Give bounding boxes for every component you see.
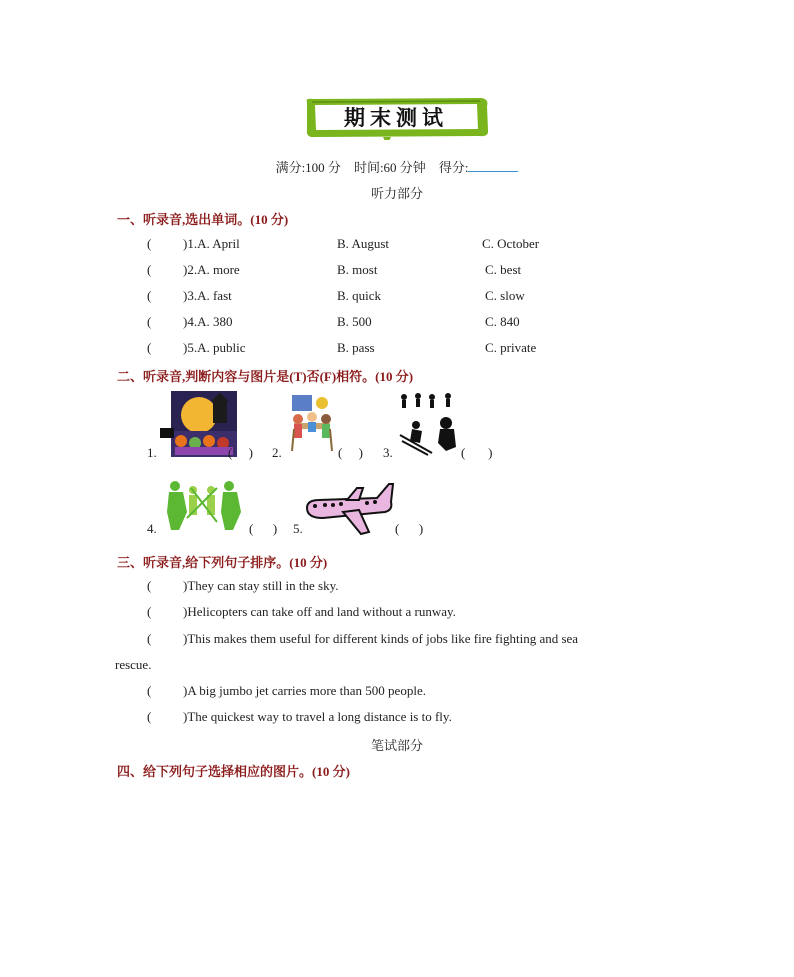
s3-paren-4: ( [147,683,152,698]
s2-label-5: 5. [293,521,303,536]
skiing-picture-icon [396,391,462,457]
section3-title: 三、听录音,给下列句子排序。(10 分) [117,555,328,570]
s2-paren-4: ( ) [249,521,278,536]
dancing-picture-icon [157,478,247,534]
s3-paren-5: ( [147,709,152,724]
section4-title: 四、给下列句子选择相应的图片。(10 分) [117,764,350,779]
bat-icon [160,426,174,438]
s2-label-3: 3. [383,445,393,460]
s2-paren-1: ( ) [228,445,253,460]
s2-label-1: 1. [147,445,157,460]
s3-paren-1: ( [147,578,152,593]
s1-item-2: ( [147,262,152,277]
section1-title: 一、听录音,选出单词。(10 分) [117,212,289,227]
s1-item-3: ( [147,288,152,303]
full-marks: 满分:100 分 [275,160,341,175]
s2-paren-5: ( ) [395,521,424,536]
page-title: 期末测试 [344,106,448,130]
score-blank[interactable] [468,159,518,172]
s2-paren-2: ( ) [338,445,363,460]
s3-paren-3: ( [147,631,152,646]
score-label: 得分: [438,160,469,175]
s3-paren-2: ( [147,604,152,619]
listening-header: 听力部分 [370,186,423,201]
s3-sentence-1: )They can stay still in the sky. [183,578,339,593]
title-banner [303,96,489,140]
s1-item-4: ( [147,314,152,329]
s3-sentence-3-wrap: rescue. [115,657,152,672]
time-limit: 时间:60 分钟 [353,160,426,175]
airplane-picture-icon [303,480,395,536]
s3-sentence-2: )Helicopters can take off and land without a runway. [183,604,456,619]
s2-paren-3: ( ) [461,445,493,460]
s1-item-5: ( [147,340,152,355]
s1-item-1: ( [147,236,152,251]
classroom-picture-icon [286,393,340,457]
s3-sentence-5: )The quickest way to travel a long distance is to fly. [183,709,452,724]
s2-label-2: 2. [272,445,282,460]
s3-sentence-4: )A big jumbo jet carries more than 500 people. [183,683,426,698]
writing-header: 笔试部分 [370,738,423,753]
s3-sentence-3: )This makes them useful for different kinds of jobs like fire fighting and sea [183,631,579,646]
exam-meta [0,157,794,176]
section2-title: 二、听录音,判断内容与图片是(T)否(F)相符。(10 分) [117,369,414,384]
s2-label-4: 4. [147,521,157,536]
